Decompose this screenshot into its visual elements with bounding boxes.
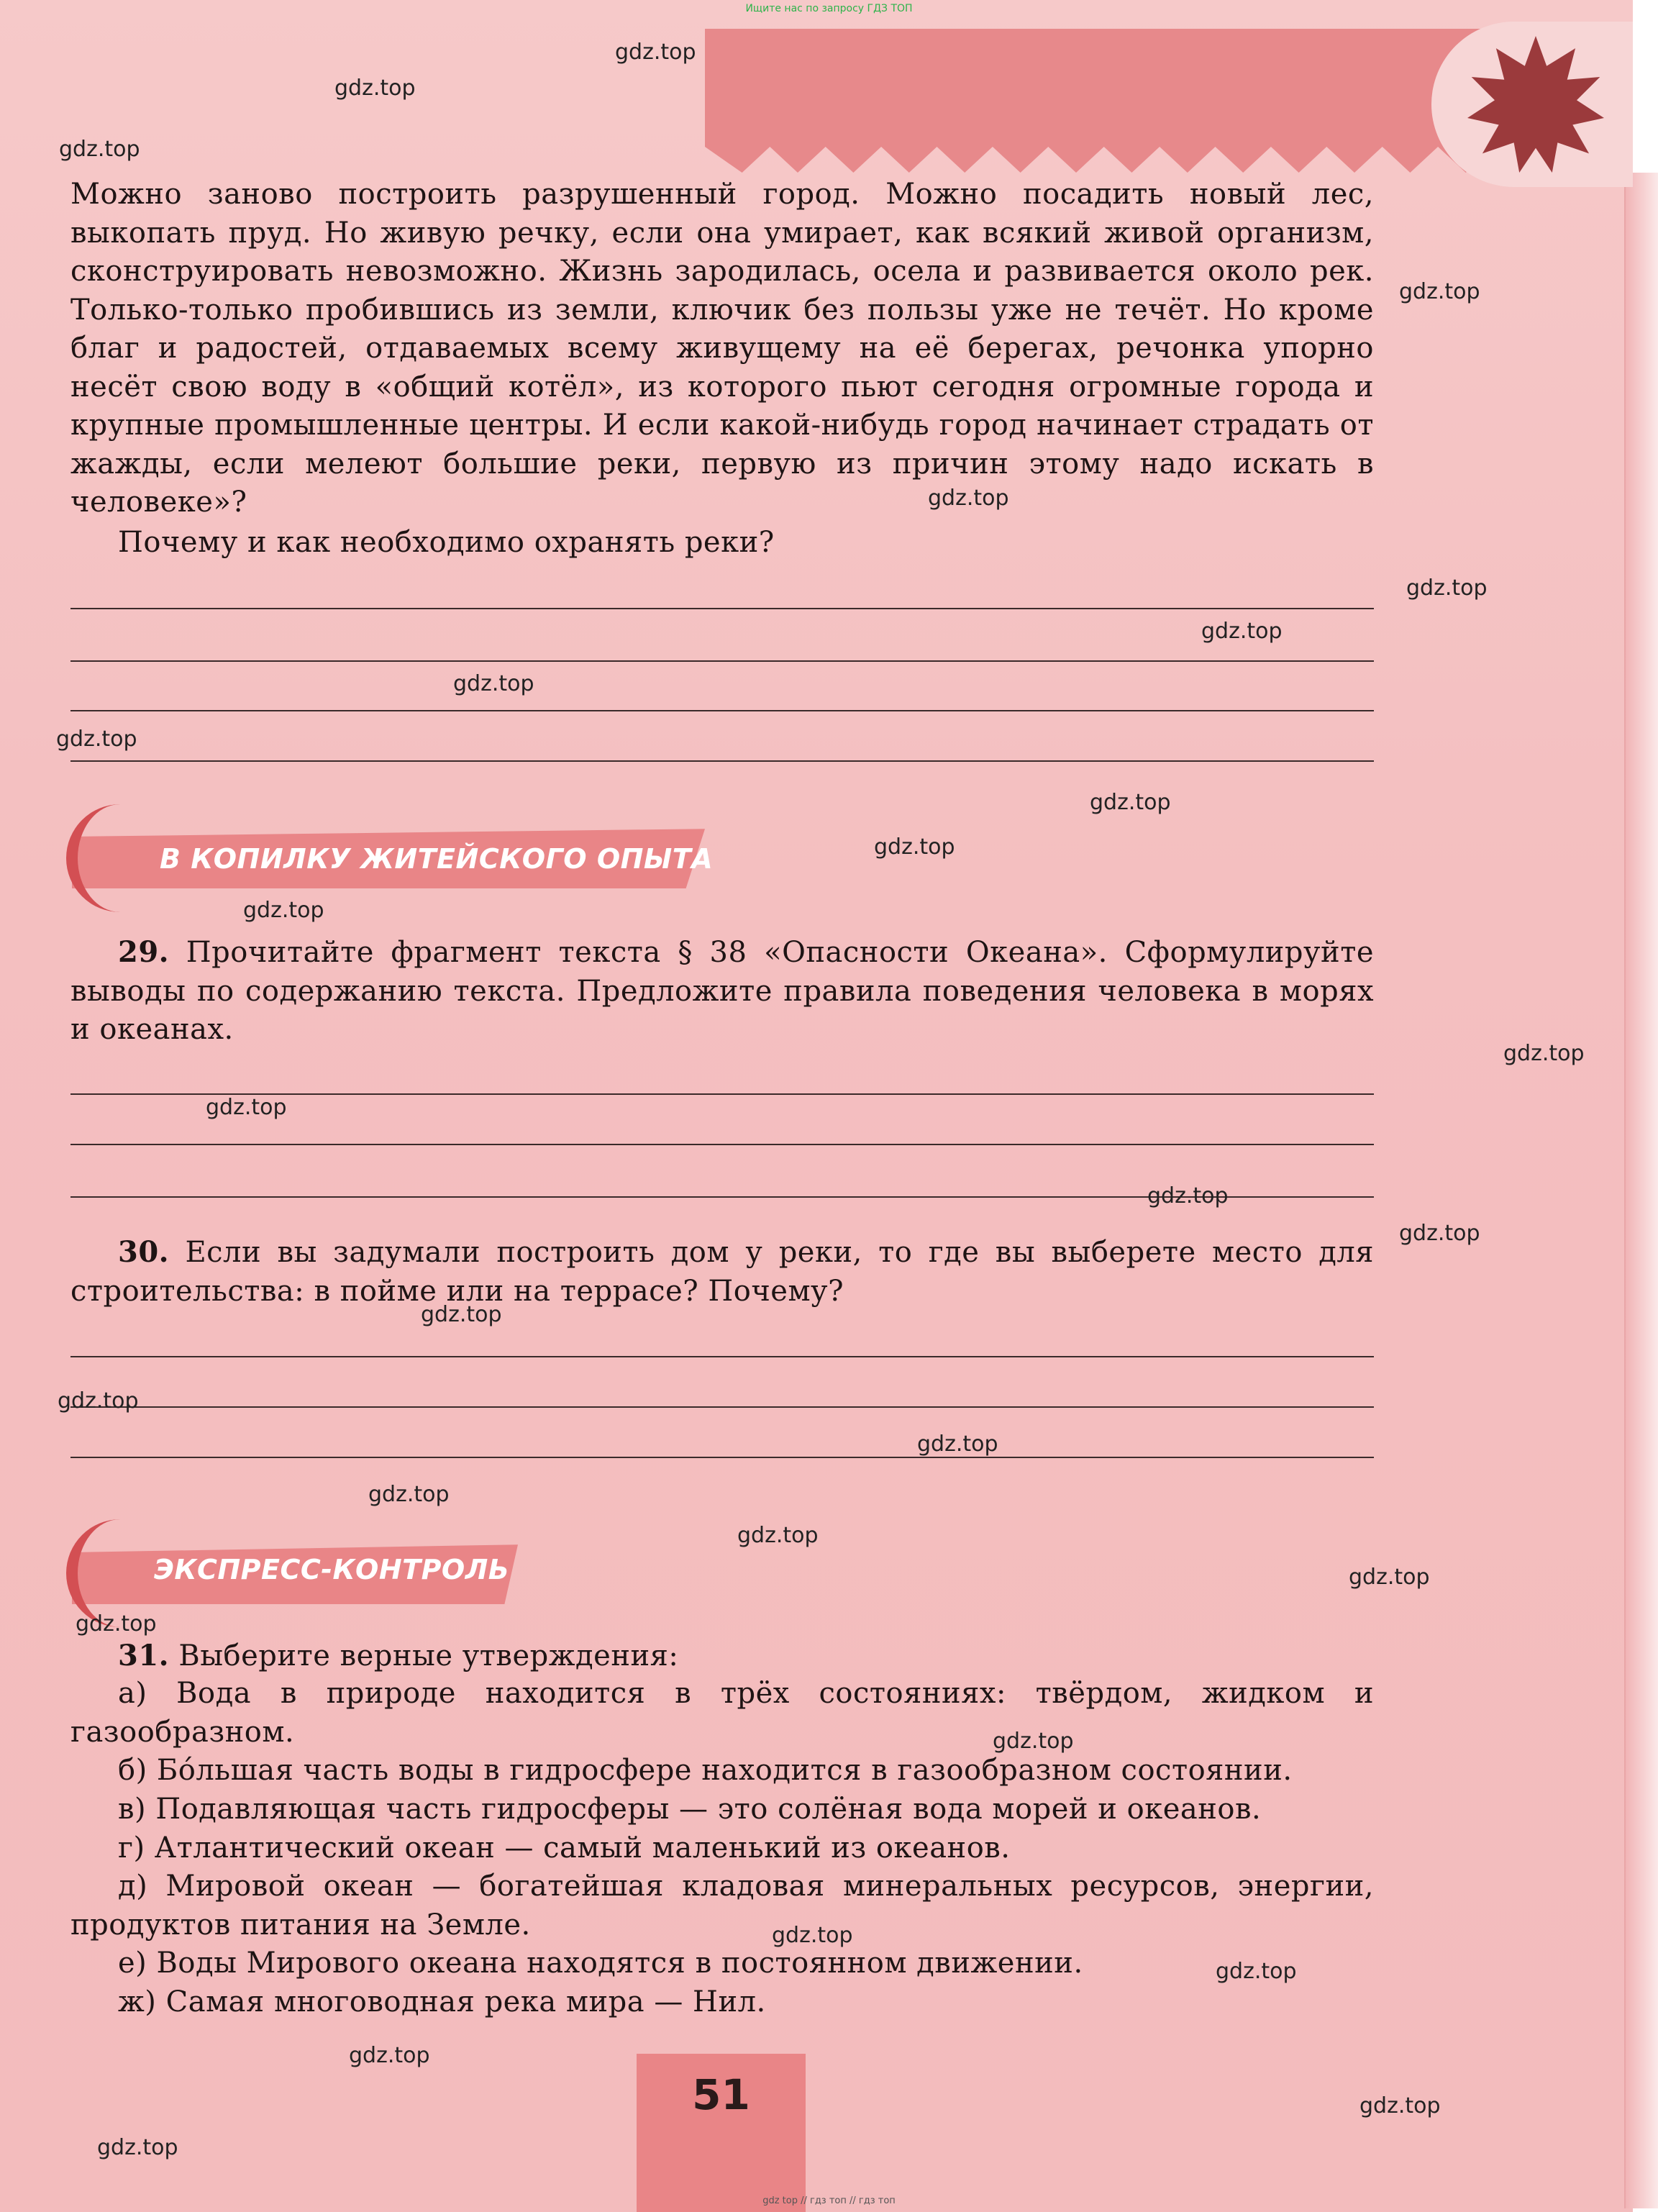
- watermark: gdz.top: [772, 1923, 853, 1948]
- page-number: 51: [692, 2070, 750, 2119]
- option-d: г) Атлантический океан — самый маленький из океанов.: [118, 1831, 1011, 1865]
- watermark: gdz.top: [1399, 1221, 1480, 1246]
- answer-line[interactable]: [70, 1457, 1374, 1458]
- section-title-experience: В КОПИЛКУ ЖИТЕЙСКОГО ОПЫТА: [160, 843, 714, 875]
- task-30: [70, 1233, 1374, 1311]
- watermark: gdz.top: [615, 40, 696, 65]
- watermark: gdz.top: [1399, 279, 1480, 304]
- watermark: gdz.top: [97, 2135, 178, 2160]
- watermark: gdz.top: [334, 76, 416, 101]
- task-text: Если вы задумали построить дом у реки, то где вы выберете место для строительства: в пойме или на террасе? Почему?: [70, 1236, 1375, 1308]
- option-g: ж) Самая многоводная река мира — Нил.: [118, 1985, 766, 2018]
- intro-paragraph: Можно заново построить разрушенный город. Можно посадить новый лес, выкопать пруд. Но живую речку, если она умирает, как всякий живой организм, сконструировать невозможно. Жизнь зародилась, осела и развивается около рек. Только-только пробившись из земли, ключик без пользы уже не течёт. Но кроме благ и радостей, отдаваемых всему живущему на её берегах, речонка упорно несёт свою воду в «общий котёл», из которого пьют сегодня огромные города и крупные промышленные центры. И если какой-нибудь город начинает страдать от жажды, если мелеют большие реки, первую из причин этому надо искать в человеке»?: [70, 178, 1374, 519]
- watermark: gdz.top: [59, 137, 140, 162]
- watermark: gdz.top: [421, 1302, 502, 1327]
- task-text: Выберите верные утверждения:: [178, 1639, 679, 1672]
- top-search-note: Ищите нас по запросу ГДЗ ТОП: [745, 3, 913, 14]
- watermark: gdz.top: [1201, 619, 1283, 644]
- option-a: а) Вода в природе находится в трёх состояниях: твёрдом, жидком и газообразном.: [70, 1677, 1374, 1749]
- option-c: в) Подавляющая часть гидросферы — это солёная вода морей и океанов.: [118, 1793, 1262, 1826]
- section-title-express: ЭКСПРЕСС-КОНТРОЛЬ: [154, 1554, 510, 1585]
- watermark: gdz.top: [1349, 1565, 1430, 1590]
- answer-line[interactable]: [70, 710, 1374, 711]
- watermark: gdz.top: [1147, 1183, 1229, 1209]
- watermark: gdz.top: [1359, 2093, 1441, 2118]
- option-f: е) Воды Мирового океана находятся в постоянном движении.: [118, 1947, 1083, 1980]
- watermark: gdz.top: [453, 671, 534, 696]
- answer-line[interactable]: [70, 1356, 1374, 1357]
- watermark: gdz.top: [1090, 790, 1171, 815]
- task-number: 29.: [118, 935, 170, 969]
- watermark: gdz.top: [76, 1611, 157, 1637]
- task-29: [70, 933, 1374, 1050]
- answer-line[interactable]: [70, 1144, 1374, 1145]
- watermark: gdz.top: [928, 486, 1009, 511]
- bottom-note: gdz top // гдз топ // гдз топ: [762, 2195, 896, 2206]
- watermark: gdz.top: [1406, 575, 1488, 601]
- watermark: gdz.top: [58, 1388, 139, 1414]
- task-number: 31.: [118, 1639, 170, 1672]
- page-edge: [1624, 173, 1658, 2208]
- answer-line[interactable]: [70, 760, 1374, 762]
- task-text: Прочитайте фрагмент текста § 38 «Опасности Океана». Сформулируйте выводы по содержанию текста. Предложите правила поведения человека в морях и океанах.: [70, 936, 1374, 1046]
- question-rivers: Почему и как необходимо охранять реки?: [118, 526, 775, 559]
- watermark: gdz.top: [349, 2043, 430, 2068]
- answer-line[interactable]: [70, 660, 1374, 662]
- watermark: gdz.top: [206, 1095, 287, 1120]
- task-31: [70, 1637, 1374, 1676]
- watermark: gdz.top: [874, 834, 955, 860]
- answer-line[interactable]: [70, 1406, 1374, 1408]
- watermark: gdz.top: [1216, 1959, 1297, 1984]
- watermark: gdz.top: [1503, 1041, 1585, 1066]
- watermark: gdz.top: [917, 1432, 998, 1457]
- watermark: gdz.top: [243, 898, 324, 923]
- option-e: д) Мировой океан — богатейшая кладовая минеральных ресурсов, энергии, продуктов питания на Земле.: [70, 1870, 1374, 1942]
- task-number: 30.: [118, 1235, 170, 1269]
- watermark: gdz.top: [993, 1729, 1074, 1754]
- answer-line[interactable]: [70, 608, 1374, 609]
- watermark: gdz.top: [737, 1523, 819, 1548]
- watermark: gdz.top: [368, 1482, 450, 1507]
- option-b: б) Бóльшая часть воды в гидросфере находится в газообразном состоянии.: [118, 1754, 1293, 1787]
- watermark: gdz.top: [56, 727, 137, 752]
